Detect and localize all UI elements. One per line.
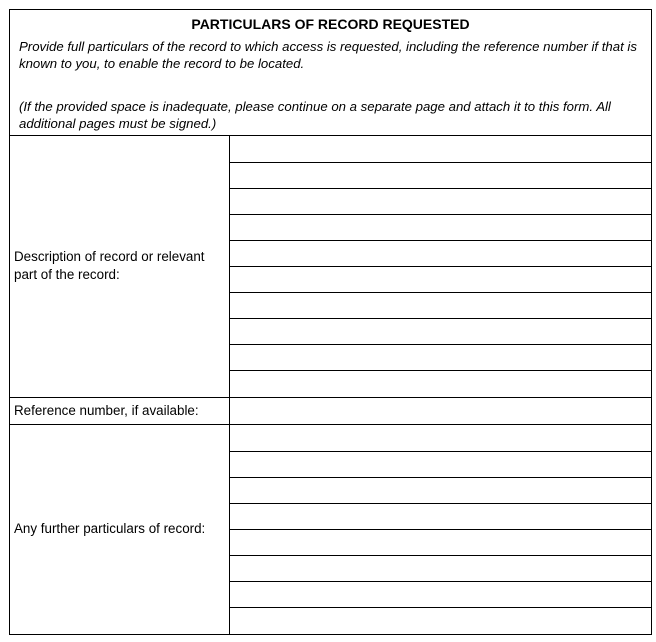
- further-particulars-label: Any further particulars of record:: [14, 521, 206, 536]
- form-instructions: Provide full particulars of the record to which access is requested, including the reference number if that is known to you, to enable the record to be located.: [19, 39, 637, 71]
- further-label-cell: [10, 425, 230, 634]
- form-note: (If the provided space is inadequate, please continue on a separate page and attach it to this form. All additional pages must be signed.): [19, 99, 611, 131]
- writing-line: [230, 555, 651, 556]
- writing-line: [230, 292, 651, 293]
- description-label-cell: [10, 136, 230, 397]
- reference-row: [10, 398, 651, 425]
- writing-line: [230, 607, 651, 608]
- further-particulars-lines: [230, 425, 651, 634]
- reference-label-cell: [10, 398, 230, 424]
- form-title: PARTICULARS OF RECORD REQUESTED: [191, 16, 470, 32]
- writing-line: [230, 477, 651, 478]
- writing-line: [230, 188, 651, 189]
- description-row: [10, 136, 651, 398]
- reference-label: Reference number, if available:: [14, 403, 199, 418]
- writing-line: [230, 529, 651, 530]
- further-particulars-row: [10, 425, 651, 634]
- writing-line: [230, 451, 651, 452]
- writing-line: [230, 266, 651, 267]
- writing-line: [230, 503, 651, 504]
- reference-number-field[interactable]: [231, 398, 651, 424]
- writing-line: [230, 214, 651, 215]
- form-header: [10, 10, 651, 136]
- writing-line: [230, 370, 651, 371]
- writing-line: [230, 318, 651, 319]
- description-lines: [230, 136, 651, 397]
- record-particulars-form: [9, 9, 652, 635]
- writing-line: [230, 162, 651, 163]
- writing-line: [230, 344, 651, 345]
- writing-line: [230, 581, 651, 582]
- description-label: Description of record or relevant part of the record:: [14, 249, 205, 282]
- writing-line: [230, 240, 651, 241]
